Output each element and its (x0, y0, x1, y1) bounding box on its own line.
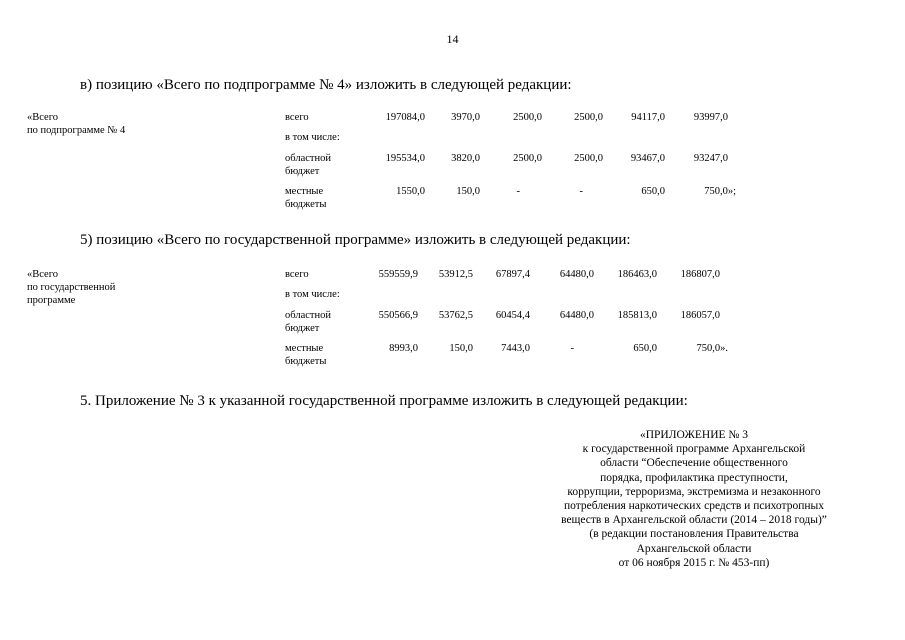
row-kind: в том числе: (285, 289, 340, 300)
row-kind-line: местные (285, 186, 324, 197)
heading-position-subprogram-4: в) позицию «Всего по подпрограмме № 4» изложить в следующей редакции: (80, 77, 572, 93)
value-cell: 2500,0 (574, 153, 603, 164)
appendix-line: Архангельской области (636, 542, 752, 555)
value-cell: 3820,0 (451, 153, 480, 164)
appendix-line: потребления наркотических средств и психотропных (564, 500, 824, 513)
row-kind (285, 342, 326, 368)
row-kind: всего (285, 112, 309, 123)
heading-appendix-3: 5. Приложение № 3 к указанной государственной программе изложить в следующей редакции: (80, 393, 688, 409)
row-kind (285, 185, 326, 211)
heading-position-state-program: 5) позицию «Всего по государственной программе» изложить в следующей редакции: (80, 232, 631, 248)
value-cell: 53762,5 (438, 310, 473, 321)
value-cell: 550566,9 (378, 310, 418, 321)
table-row-label (27, 111, 157, 137)
row-kind-line: местные (285, 343, 324, 354)
row-kind-line: бюджеты (285, 199, 327, 210)
appendix-line: (в редакции постановления Правительства (589, 528, 799, 541)
value-cell: 64480,0 (559, 310, 594, 321)
value-cell: 650,0 (633, 343, 657, 354)
row-kind-line: областной (285, 153, 331, 164)
row-kind-line: бюджеты (285, 356, 327, 367)
label-line: программе (27, 295, 76, 306)
appendix-line: области “Обеспечение общественного (600, 457, 788, 470)
value-cell: - (579, 186, 583, 197)
value-cell: 750,0». (696, 343, 728, 354)
value-cell: 186463,0 (617, 269, 657, 280)
value-cell: 60454,4 (495, 310, 530, 321)
label-line: по подпрограмме № 4 (27, 125, 126, 136)
table-row-label (27, 268, 157, 307)
appendix-line: коррупции, терроризма, экстремизма и незаконного (567, 485, 821, 498)
value-cell: 64480,0 (559, 269, 594, 280)
value-cell: 150,0 (449, 343, 473, 354)
value-cell: 67897,4 (495, 269, 530, 280)
appendix-line: порядка, профилактика преступности, (600, 471, 788, 484)
value-cell: - (516, 186, 520, 197)
value-cell: 150,0 (456, 186, 480, 197)
value-cell: 93247,0 (693, 153, 728, 164)
value-cell: 8993,0 (389, 343, 418, 354)
value-cell: 197084,0 (385, 112, 425, 123)
value-cell: 186807,0 (680, 269, 720, 280)
value-cell: 186057,0 (680, 310, 720, 321)
value-cell: - (570, 343, 574, 354)
appendix-line: «ПРИЛОЖЕНИЕ № 3 (639, 429, 748, 441)
value-cell: 2500,0 (513, 153, 542, 164)
value-cell: 185813,0 (617, 310, 657, 321)
value-cell: 93467,0 (630, 153, 665, 164)
value-cell: 53912,5 (438, 269, 473, 280)
row-kind (285, 309, 331, 335)
value-cell: 93997,0 (693, 112, 728, 123)
row-kind (285, 152, 331, 178)
row-kind-line: областной (285, 310, 331, 321)
value-cell: 195534,0 (385, 153, 425, 164)
value-cell: 2500,0 (574, 112, 603, 123)
row-kind: всего (285, 269, 309, 280)
value-cell: 3970,0 (451, 112, 480, 123)
row-kind-line: бюджет (285, 323, 320, 334)
page-number: 14 (446, 32, 459, 46)
value-cell: 2500,0 (513, 112, 542, 123)
appendix-line: к государственной программе Архангельской (582, 443, 806, 456)
appendix-line: от 06 ноября 2015 г. № 453-пп) (618, 556, 770, 569)
value-cell: 650,0 (641, 186, 665, 197)
label-line: «Всего (27, 269, 58, 280)
value-cell: 7443,0 (501, 343, 530, 354)
value-cell: 559559,9 (378, 269, 418, 280)
value-cell: 94117,0 (631, 112, 665, 123)
value-cell: 750,0»; (704, 186, 736, 197)
appendix-line: веществ в Архангельской области (2014 – 2018 годы)” (561, 514, 827, 527)
value-cell: 1550,0 (396, 186, 425, 197)
appendix-header-block (540, 428, 848, 570)
row-kind-line: бюджет (285, 166, 320, 177)
row-kind: в том числе: (285, 132, 340, 143)
label-line: по государственной (27, 282, 116, 293)
label-line: «Всего (27, 112, 58, 123)
